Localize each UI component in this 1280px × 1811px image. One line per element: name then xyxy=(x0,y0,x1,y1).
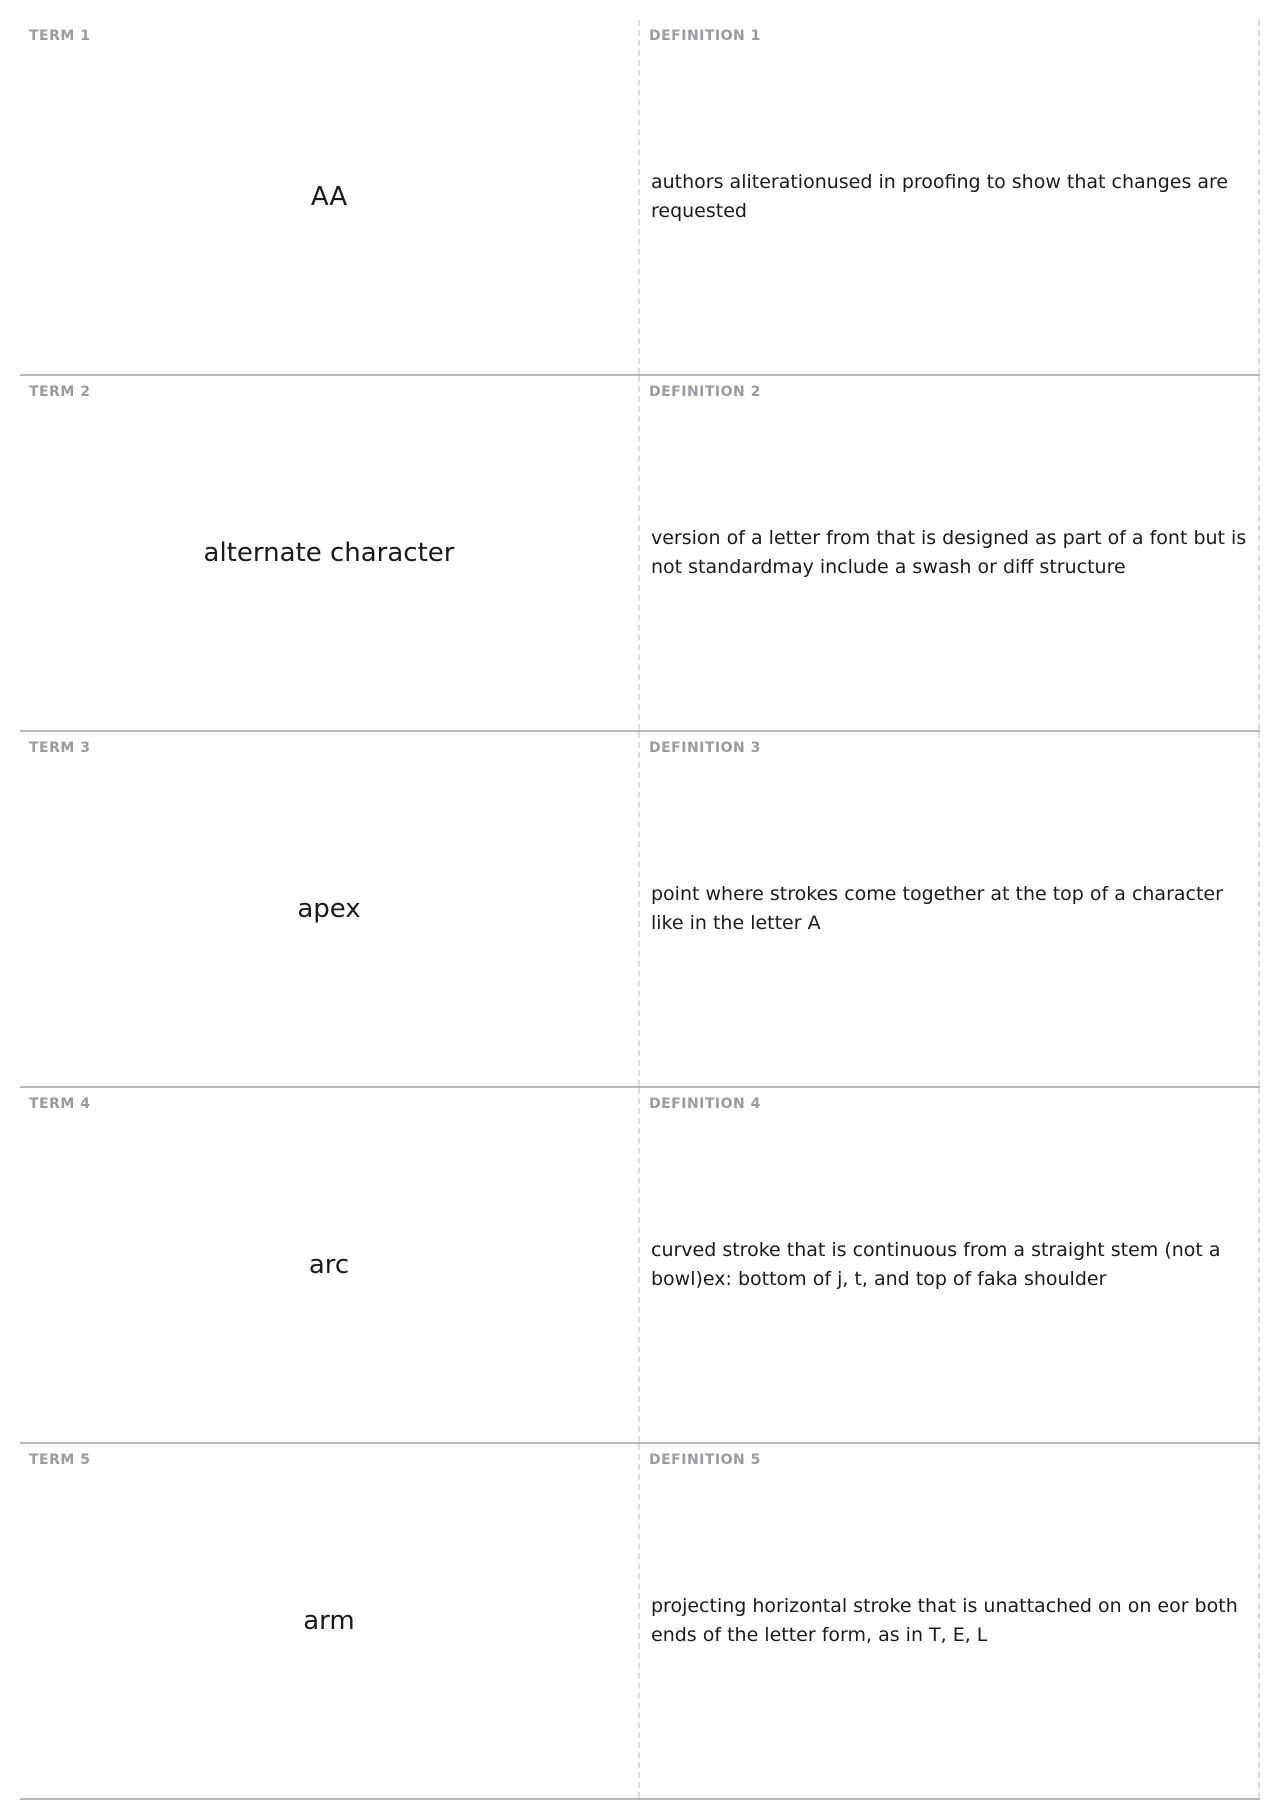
definition-label: DEFINITION 2 xyxy=(649,384,761,400)
term-cell xyxy=(20,376,640,730)
definition-cell xyxy=(640,376,1260,730)
card-row xyxy=(20,1088,1260,1444)
card-row xyxy=(20,1444,1260,1800)
definition-text: authors aliterationused in proofing to show that changes are requested xyxy=(651,171,1229,222)
card-row xyxy=(20,732,1260,1088)
flashcard-sheet xyxy=(20,20,1260,1800)
definition-text: projecting horizontal stroke that is unattached on on eor both ends of the letter form, as in T, E, L xyxy=(651,1595,1238,1646)
term-label: TERM 1 xyxy=(29,28,91,44)
term-text: arc xyxy=(308,1250,350,1280)
definition-label: DEFINITION 4 xyxy=(649,1096,761,1112)
term-label: TERM 5 xyxy=(29,1452,91,1468)
term-text: arm xyxy=(303,1606,355,1636)
definition-cell xyxy=(640,1088,1260,1442)
definition-cell xyxy=(640,732,1260,1086)
definition-cell xyxy=(640,1444,1260,1798)
definition-label: DEFINITION 1 xyxy=(649,28,761,44)
term-cell xyxy=(20,1444,640,1798)
term-text: alternate character xyxy=(203,538,455,568)
definition-cell xyxy=(640,20,1260,374)
term-cell xyxy=(20,20,640,374)
definition-text: curved stroke that is continuous from a straight stem (not a bowl)ex: bottom of j, t, and top of faka shoulder xyxy=(651,1239,1221,1290)
definition-text: version of a letter from that is designed as part of a font but is not standardmay include a swash or diff structure xyxy=(651,527,1247,578)
term-cell xyxy=(20,1088,640,1442)
definition-text: point where strokes come together at the top of a character like in the letter A xyxy=(651,883,1223,934)
term-text: AA xyxy=(310,182,348,212)
term-text: apex xyxy=(297,894,361,924)
term-label: TERM 3 xyxy=(29,740,91,756)
definition-label: DEFINITION 3 xyxy=(649,740,761,756)
definition-label: DEFINITION 5 xyxy=(649,1452,761,1468)
term-label: TERM 4 xyxy=(29,1096,91,1112)
term-label: TERM 2 xyxy=(29,384,91,400)
card-row xyxy=(20,376,1260,732)
term-cell xyxy=(20,732,640,1086)
card-row xyxy=(20,20,1260,376)
